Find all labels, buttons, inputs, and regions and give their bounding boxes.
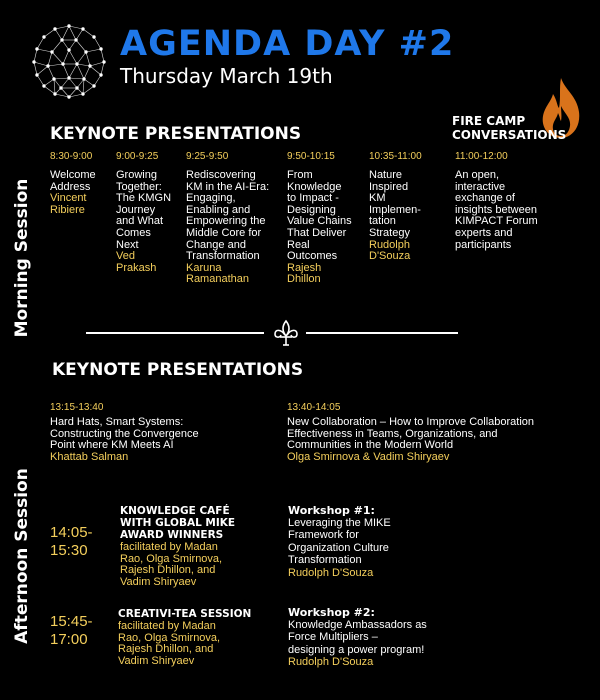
workshop-2	[288, 606, 508, 669]
speaker-name: Ramanathan	[186, 273, 249, 286]
speaker-name: Dhillon	[287, 273, 321, 286]
workshop-title: Workshop #1:	[288, 504, 375, 517]
morning-keynote-heading: KEYNOTE PRESENTATIONS	[50, 124, 302, 144]
workshop-title: Workshop #2:	[288, 606, 375, 619]
block-heading: CREATIVI-TEA SESSION	[118, 608, 252, 620]
session-title: Hard Hats, Smart Systems: Constructing the Convergence Point where KM Meets AI Khattab Salman	[50, 417, 275, 463]
session-title: Nature Inspired KM Implemen- tation Strategy Rudolph D'Souza	[369, 170, 451, 263]
morning-session-6	[455, 151, 565, 251]
afternoon-keynote-2	[287, 402, 597, 463]
workshop-1	[288, 504, 488, 579]
block-facilitators: facilitated by Madan Rao, Olga Smirnova, Rajesh Dhillon, and Vadim Shiryaev	[118, 620, 221, 667]
speaker-name: Rudolph	[369, 238, 410, 251]
speaker-name: Olga Smirnova & Vadim Shiryaev	[287, 450, 450, 463]
creativi-tea-block	[118, 608, 283, 667]
page-title: AGENDA DAY #2	[120, 24, 455, 64]
speaker-name: D'Souza	[369, 250, 411, 263]
session-time: 13:40-14:05	[287, 402, 341, 413]
speaker-name: Vincent	[50, 192, 87, 205]
network-globe-icon	[30, 22, 108, 100]
morning-session-1	[50, 151, 112, 216]
page-date: Thursday March 19th	[120, 64, 333, 88]
block-time: 14:05- 15:30	[50, 524, 93, 559]
fire-camp-heading: FIRE CAMP CONVERSATIONS	[452, 114, 567, 142]
session-time: 9:25-9:50	[186, 151, 229, 162]
divider-line-left	[86, 332, 264, 334]
session-time: 13:15-13:40	[50, 402, 104, 413]
speaker-name: Prakash	[116, 261, 157, 274]
divider-line-right	[306, 332, 458, 334]
speaker-name: Khattab Salman	[50, 450, 129, 463]
morning-session-3	[186, 151, 286, 286]
session-title: An open, interactive exchange of insights between KIMPACT Forum experts and participants	[455, 169, 538, 251]
session-title: From Knowledge to Impact - Designing Value Chains That Deliver Real Outcomes Rajesh Dhillon	[287, 170, 367, 286]
morning-session-4	[287, 151, 367, 286]
afternoon-keynote-heading: KEYNOTE PRESENTATIONS	[52, 360, 304, 380]
session-time: 9:00-9:25	[116, 151, 159, 162]
speaker-name: Rudolph D'Souza	[288, 566, 374, 579]
afternoon-keynote-1	[50, 402, 275, 463]
speaker-name: Ved	[116, 250, 135, 263]
block-heading: KNOWLEDGE CAFÉ WITH GLOBAL MIKE AWARD WINNERS	[120, 505, 236, 541]
block-time: 15:45- 17:00	[50, 613, 93, 648]
session-title: Rediscovering KM in the AI-Era: Engaging, Enabling and Empowering the Middle Core for Change and Transformation Karuna Ramanathan	[186, 170, 286, 286]
fleur-de-lis-icon	[273, 319, 299, 347]
knowledge-cafe-block	[120, 505, 280, 588]
session-title: Welcome Address Vincent Ribiere	[50, 170, 112, 216]
session-time: 11:00-12:00	[455, 151, 508, 162]
speaker-name: Rajesh	[287, 261, 322, 274]
workshop-description: Knowledge Ambassadors as Force Multipliers – designing a power program! Rudolph D'Souza	[288, 619, 508, 669]
session-time: 10:35-11:00	[369, 151, 422, 162]
speaker-name: Rudolph D'Souza	[288, 656, 374, 669]
block-facilitators: facilitated by Madan Rao, Olga Smirnova, Rajesh Dhillon, and Vadim Shiryaev	[120, 541, 223, 588]
session-time: 8:30-9:00	[50, 151, 93, 162]
morning-session-5	[369, 151, 451, 263]
session-title: Growing Together: The KMGN Journey and What Comes Next Ved Prakash	[116, 170, 184, 274]
morning-session-2	[116, 151, 184, 274]
workshop-description: Leveraging the MIKE Framework for Organization Culture Transformation Rudolph D'Souza	[288, 517, 488, 579]
speaker-name: Karuna	[186, 261, 222, 274]
session-title: New Collaboration – How to Improve Collaboration Effectiveness in Teams, Organizations, and Communities in the Modern World Olga Smirnova & Vadim Shiryaev	[287, 417, 597, 463]
speaker-name: Ribiere	[50, 203, 85, 216]
session-time: 9:50-10:15	[287, 151, 335, 162]
